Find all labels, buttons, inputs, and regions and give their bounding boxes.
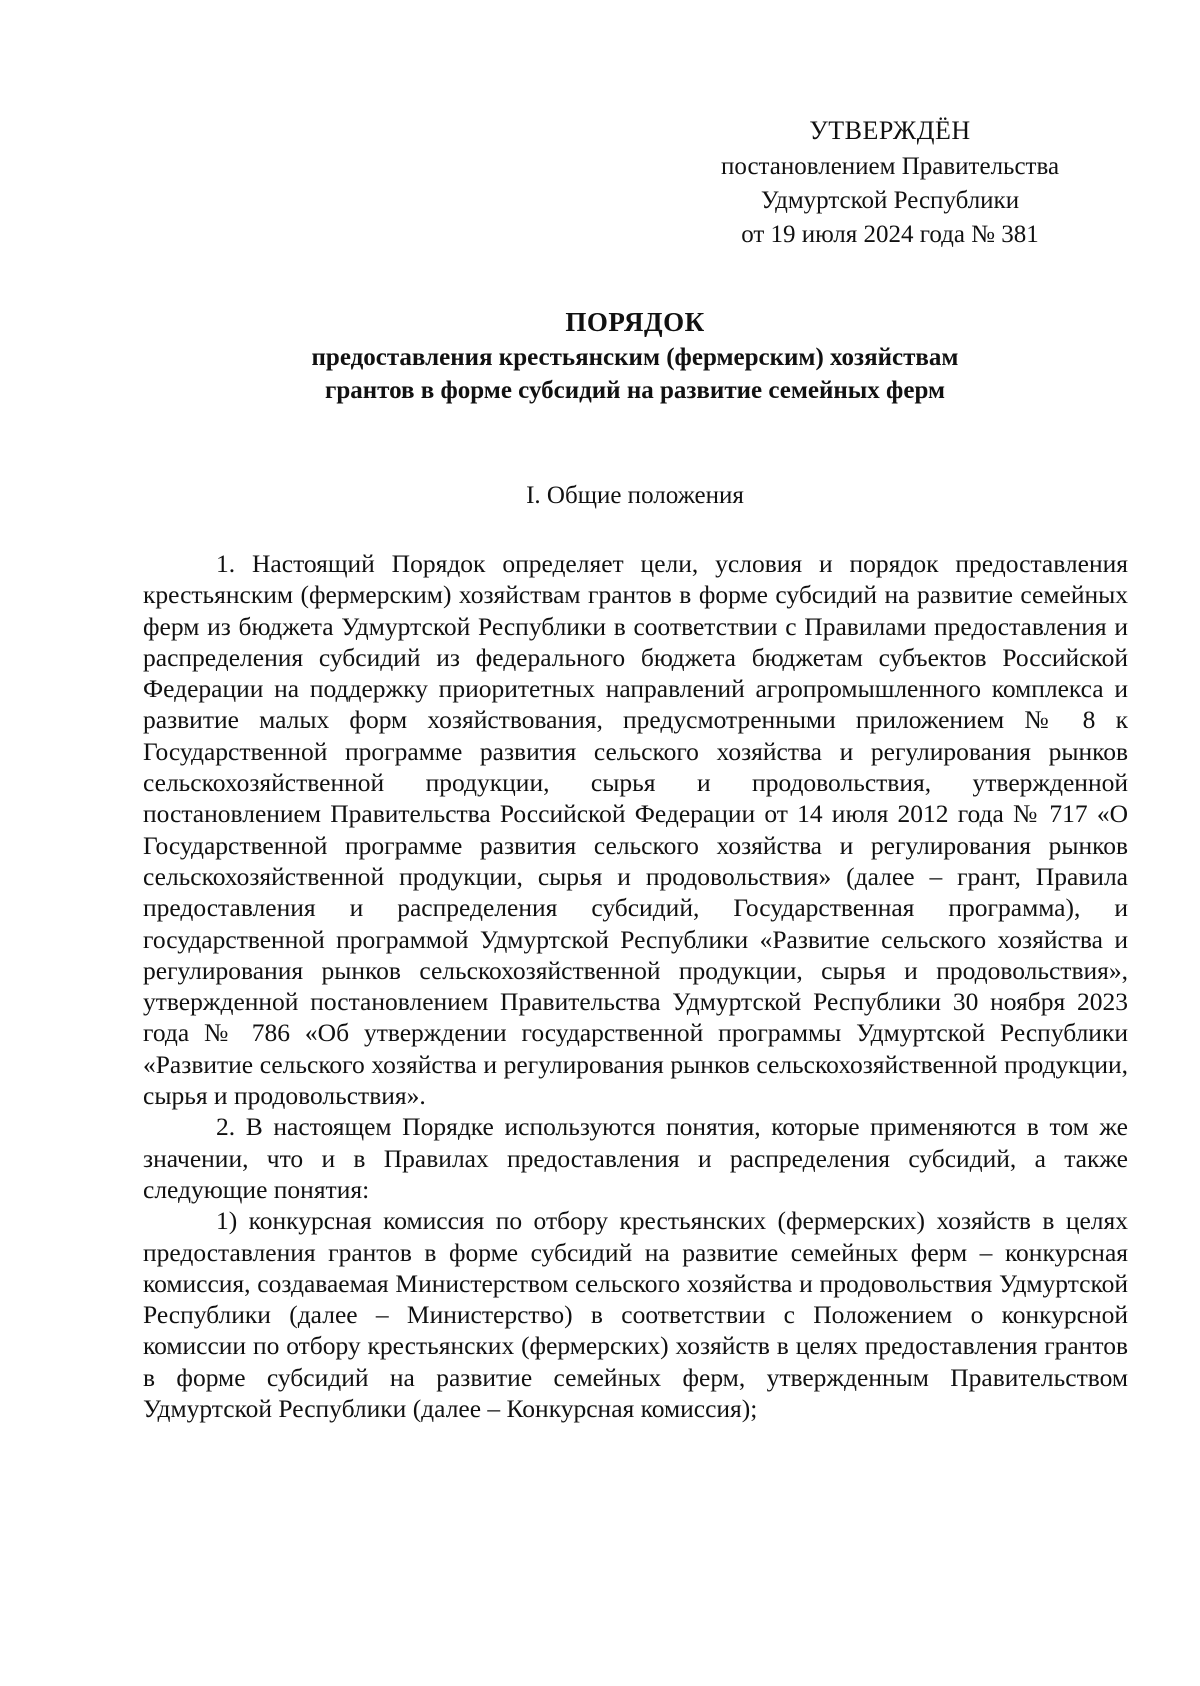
- paragraph: 2. В настоящем Порядке используются понятия, которые применяются в том же значении, что и в Правилах предоставления и распределения субсидий, а также следующие понятия:: [143, 1112, 1128, 1204]
- approval-title: УТВЕРЖДЁН: [809, 116, 971, 145]
- approval-stamp: [690, 114, 1090, 252]
- document-body: [143, 548, 1128, 1424]
- document-subtitle-line-2: грантов в форме субсидий на развитие семейных ферм: [324, 377, 946, 404]
- document-subtitle-line-1: предоставления крестьянским (фермерским) хозяйствам: [311, 344, 959, 371]
- section-heading: I. Общие положения: [526, 482, 744, 509]
- paragraph: 1. Настоящий Порядок определяет цели, условия и порядок предоставления крестьянским (фермерским) хозяйствам грантов в форме субсидий на развитие семейных ферм из бюджета Удмуртской Республики в соответствии с Правилами предоставления и распределения субсидий из федерального бюджета бюджетам субъектов Российской Федерации на поддержку приоритетных направлений агропромышленного комплекса и развитие малых форм хозяйствования, предусмотренными приложением № 8 к Государственной программе развития сельского хозяйства и регулирования рынков сельскохозяйственной продукции, сырья и продовольствия, утвержденной постановлением Правительства Российской Федерации от 14 июля 2012 года № 717 «О Государственной программе развития сельского хозяйства и регулирования рынков сельскохозяйственной продукции, сырья и продовольствия» (далее – грант, Правила предоставления и распределения субсидий, Государственная программа), и государственной программой Удмуртской Республики «Развитие сельского хозяйства и регулирования рынков сельскохозяйственной продукции, сырья и продовольствия», утвержденной постановлением Правительства Удмуртской Республики 30 ноября 2023 года № 786 «Об утверждении государственной программы Удмуртской Республики «Развитие сельского хозяйства и регулирования рынков сельскохозяйственной продукции, сырья и продовольствия».: [143, 549, 1128, 1111]
- paragraph: 1) конкурсная комиссия по отбору крестьянских (фермерских) хозяйств в целях предоставления грантов в форме субсидий на развитие семейных ферм – конкурсная комиссия, создаваемая Министерством сельского хозяйства и продовольствия Удмуртской Республики (далее – Министерство) в соответствии с Положением о конкурсной комиссии по отбору крестьянских (фермерских) хозяйств в целях предоставления грантов в форме субсидий на развитие семейных ферм, утвержденным Правительством Удмуртской Республики (далее – Конкурсная комиссия);: [143, 1206, 1128, 1424]
- approval-line-2: Удмуртской Республики: [760, 187, 1020, 214]
- approval-line-3: от 19 июля 2024 года № 381: [741, 221, 1039, 248]
- document-title: ПОРЯДОК: [565, 307, 705, 337]
- approval-line-1: постановлением Правительства: [720, 153, 1060, 180]
- document-title-block: [140, 303, 1130, 407]
